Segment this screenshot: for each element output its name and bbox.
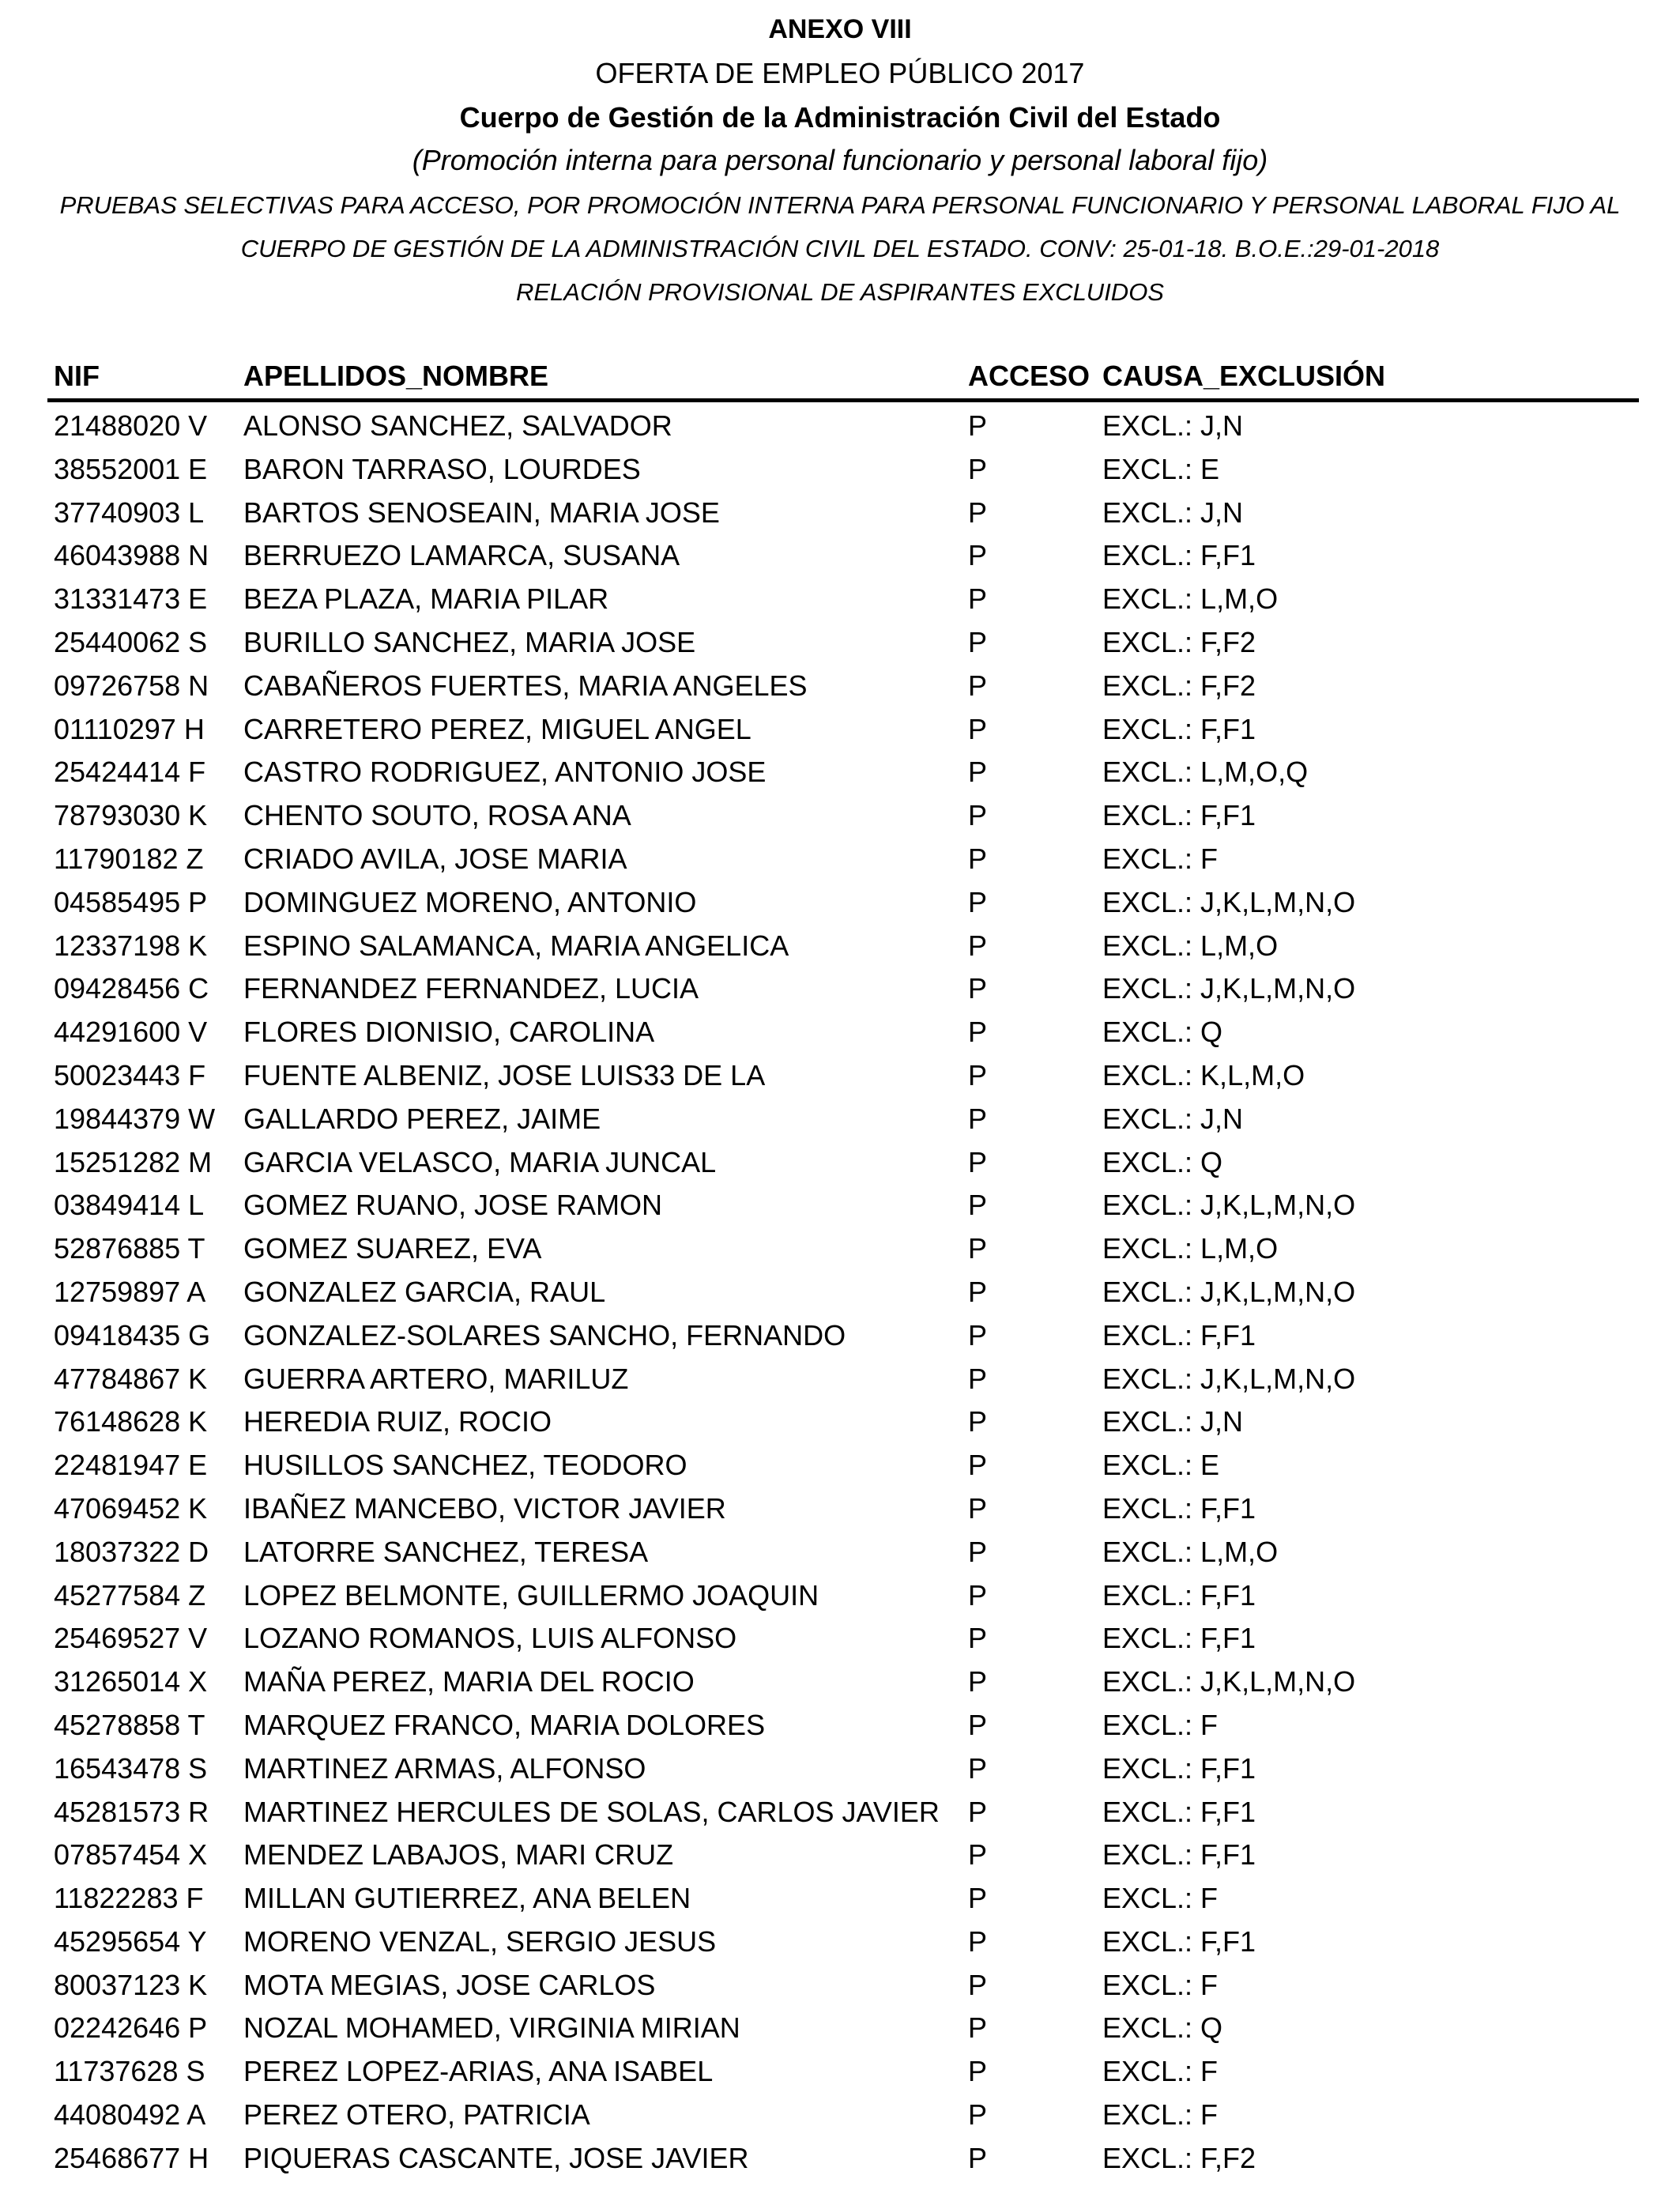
cell-exclusion-cause: EXCL.: F [1102,2055,1219,2088]
cell-access: P [968,756,988,789]
cell-name: LATORRE SANCHEZ, TERESA [243,1535,649,1568]
cell-nif: 09418435 G [54,1318,211,1351]
cell-name: GALLARDO PEREZ, JAIME [243,1102,601,1135]
cell-exclusion-cause: EXCL.: F,F1 [1102,1795,1256,1828]
cell-exclusion-cause: EXCL.: F [1102,1968,1219,2001]
cell-access: P [968,625,988,658]
cell-name: NOZAL MOHAMED, VIRGINIA MIRIAN [243,2011,740,2045]
cell-nif: 12759897 A [54,1275,206,1308]
table-row [0,1574,1680,1618]
table-row [0,665,1680,708]
cell-nif: 25440062 S [54,625,208,658]
cell-exclusion-cause: EXCL.: F,F1 [1102,1491,1256,1525]
cell-name: PEREZ OTERO, PATRICIA [243,2098,590,2132]
cell-exclusion-cause: EXCL.: F [1102,842,1219,875]
table-row [0,1400,1680,1444]
cell-access: P [968,1882,988,1915]
cell-nif: 03849414 L [54,1189,205,1222]
cell-exclusion-cause: EXCL.: J,K,L,M,N,O [1102,1362,1356,1395]
cell-name: CRIADO AVILA, JOSE MARIA [243,842,627,875]
table-row [0,1444,1680,1487]
table-row [0,1054,1680,1098]
table-row [0,1791,1680,1834]
cell-nif: 11822283 F [54,1882,204,1915]
cell-access: P [968,1449,988,1482]
cell-access: P [968,1232,988,1265]
table-row [0,925,1680,968]
cell-exclusion-cause: EXCL.: F,F2 [1102,669,1256,702]
cell-exclusion-cause: EXCL.: F,F1 [1102,799,1256,832]
cell-access: P [968,1102,988,1135]
cell-name: DOMINGUEZ MORENO, ANTONIO [243,885,697,918]
cell-exclusion-cause: EXCL.: F [1102,2098,1219,2132]
cell-nif: 11790182 Z [54,842,204,875]
cell-nif: 02242646 P [54,2011,208,2045]
header-rule [47,398,1639,402]
cell-name: PIQUERAS CASCANTE, JOSE JAVIER [243,2141,749,2174]
table-row [0,448,1680,492]
cell-nif: 45278858 T [54,1708,205,1741]
cell-nif: 04585495 P [54,885,208,918]
cell-nif: 25424414 F [54,756,206,789]
cell-nif: 47784867 K [54,1362,208,1395]
cell-access: P [968,1751,988,1785]
cell-name: HEREDIA RUIZ, ROCIO [243,1405,552,1438]
annex-title: ANEXO VIII [768,14,912,44]
cell-nif: 50023443 F [54,1058,206,1091]
offer-title: OFERTA DE EMPLEO PÚBLICO 2017 [595,57,1085,89]
table-row [0,405,1680,448]
list-title: RELACIÓN PROVISIONAL DE ASPIRANTES EXCLUIDOS [515,278,1164,306]
cell-exclusion-cause: EXCL.: J,N [1102,1405,1244,1438]
cell-access: P [968,1665,988,1698]
cell-name: GOMEZ RUANO, JOSE RAMON [243,1189,663,1222]
cell-exclusion-cause: EXCL.: L,M,O [1102,1535,1279,1568]
cell-name: BURILLO SANCHEZ, MARIA JOSE [243,625,696,658]
cell-exclusion-cause: EXCL.: L,M,O [1102,929,1279,962]
cell-access: P [968,1968,988,2001]
cell-exclusion-cause: EXCL.: F,F2 [1102,2141,1256,2174]
cell-nif: 31331473 E [54,582,208,616]
cell-name: GONZALEZ-SOLARES SANCHO, FERNANDO [243,1318,846,1351]
cell-exclusion-cause: EXCL.: L,M,O [1102,1232,1279,1265]
cell-exclusion-cause: EXCL.: E [1102,452,1220,485]
cell-name: MILLAN GUTIERREZ, ANA BELEN [243,1882,691,1915]
cell-exclusion-cause: EXCL.: J,K,L,M,N,O [1102,1275,1356,1308]
cell-exclusion-cause: EXCL.: F,F1 [1102,1622,1256,1655]
cell-name: MARTINEZ ARMAS, ALFONSO [243,1751,646,1785]
table-row [0,2007,1680,2050]
cell-access: P [968,2055,988,2088]
cell-exclusion-cause: EXCL.: J,N [1102,496,1244,529]
table-row [0,621,1680,665]
cell-access: P [968,842,988,875]
table-row [0,838,1680,881]
cell-exclusion-cause: EXCL.: F [1102,1708,1219,1741]
cell-access: P [968,1405,988,1438]
cell-exclusion-cause: EXCL.: F,F1 [1102,1318,1256,1351]
cell-access: P [968,452,988,485]
cell-nif: 25469527 V [54,1622,208,1655]
cell-name: CHENTO SOUTO, ROSA ANA [243,799,631,832]
cell-exclusion-cause: EXCL.: L,M,O,Q [1102,756,1309,789]
cell-access: P [968,496,988,529]
table-row [0,2050,1680,2094]
cell-nif: 01110297 H [54,712,205,745]
tests-description-line2: CUERPO DE GESTIÓN DE LA ADMINISTRACIÓN CIVIL DEL ESTADO. CONV: 25-01-18. B.O.E.:29-01-2018 [240,235,1440,262]
cell-access: P [968,885,988,918]
table-row [0,1487,1680,1531]
cell-nif: 38552001 E [54,452,208,485]
cell-name: FLORES DIONISIO, CAROLINA [243,1016,655,1049]
cell-nif: 16543478 S [54,1751,208,1785]
cell-name: FUENTE ALBENIZ, JOSE LUIS33 DE LA [243,1058,766,1091]
cell-name: CARRETERO PEREZ, MIGUEL ANGEL [243,712,751,745]
cell-name: LOPEZ BELMONTE, GUILLERMO JOAQUIN [243,1578,819,1612]
cell-name: BERRUEZO LAMARCA, SUSANA [243,539,680,572]
table-row [0,881,1680,925]
cell-access: P [968,799,988,832]
cell-name: MENDEZ LABAJOS, MARI CRUZ [243,1838,674,1872]
table-row [0,1358,1680,1401]
cell-exclusion-cause: EXCL.: F,F1 [1102,539,1256,572]
cell-nif: 22481947 E [54,1449,208,1482]
cell-access: P [968,1578,988,1612]
cell-access: P [968,1145,988,1178]
tests-description-line1: PRUEBAS SELECTIVAS PARA ACCESO, POR PROMOCIÓN INTERNA PARA PERSONAL FUNCIONARIO Y PERSONAL LABORAL FIJO AL [59,191,1621,219]
cell-exclusion-cause: EXCL.: J,N [1102,409,1244,442]
cell-exclusion-cause: EXCL.: J,K,L,M,N,O [1102,972,1356,1005]
table-row [0,1834,1680,1877]
cell-access: P [968,1318,988,1351]
cell-exclusion-cause: EXCL.: F,F1 [1102,1924,1256,1958]
cell-access: P [968,2098,988,2132]
cell-name: MORENO VENZAL, SERGIO JESUS [243,1924,717,1958]
table-row [0,1098,1680,1141]
cell-nif: 45281573 R [54,1795,209,1828]
cell-access: P [968,582,988,616]
cell-access: P [968,2011,988,2045]
cell-access: P [968,1795,988,1828]
cell-name: MOTA MEGIAS, JOSE CARLOS [243,1968,656,2001]
cell-nif: 18037322 D [54,1535,209,1568]
table-row [0,1271,1680,1314]
cell-access: P [968,409,988,442]
cell-exclusion-cause: EXCL.: J,K,L,M,N,O [1102,1665,1356,1698]
cell-nif: 46043988 N [54,539,209,572]
cell-nif: 09726758 N [54,669,209,702]
table-row [0,708,1680,752]
table-row [0,1747,1680,1791]
cell-nif: 25468677 H [54,2141,209,2174]
cell-access: P [968,1622,988,1655]
cell-name: MARTINEZ HERCULES DE SOLAS, CARLOS JAVIER [243,1795,940,1828]
table-row [0,794,1680,838]
cell-nif: 11737628 S [54,2055,205,2088]
table-row [0,1141,1680,1185]
cell-access: P [968,1058,988,1091]
table-row [0,2137,1680,2181]
table-body [0,405,1680,2181]
table-row [0,578,1680,621]
cell-nif: 45277584 Z [54,1578,206,1612]
table-header [0,360,1680,396]
cell-nif: 37740903 L [54,496,205,529]
table-row [0,1184,1680,1227]
cell-name: ESPINO SALAMANCA, MARIA ANGELICA [243,929,789,962]
cell-nif: 80037123 K [54,1968,208,2001]
cell-access: P [968,1275,988,1308]
cell-nif: 12337198 K [54,929,208,962]
cell-exclusion-cause: EXCL.: J,K,L,M,N,O [1102,885,1356,918]
cell-access: P [968,1838,988,1872]
cell-name: BARON TARRASO, LOURDES [243,452,641,485]
cell-exclusion-cause: EXCL.: J,N [1102,1102,1244,1135]
cell-access: P [968,1491,988,1525]
cell-name: MARQUEZ FRANCO, MARIA DOLORES [243,1708,766,1741]
cell-name: BEZA PLAZA, MARIA PILAR [243,582,609,616]
table-row [0,751,1680,794]
cell-access: P [968,1924,988,1958]
cell-name: GARCIA VELASCO, MARIA JUNCAL [243,1145,717,1178]
cell-name: HUSILLOS SANCHEZ, TEODORO [243,1449,687,1482]
cell-nif: 44291600 V [54,1016,208,1049]
cell-access: P [968,1708,988,1741]
table-row [0,1531,1680,1574]
cell-nif: 07857454 X [54,1838,208,1872]
cell-nif: 44080492 A [54,2098,206,2132]
cell-exclusion-cause: EXCL.: E [1102,1449,1220,1482]
cell-nif: 21488020 V [54,409,208,442]
cell-exclusion-cause: EXCL.: L,M,O [1102,582,1279,616]
cell-nif: 47069452 K [54,1491,208,1525]
cell-access: P [968,712,988,745]
cell-exclusion-cause: EXCL.: Q [1102,1145,1223,1178]
cell-name: LOZANO ROMANOS, LUIS ALFONSO [243,1622,737,1655]
table-row [0,534,1680,578]
cell-name: BARTOS SENOSEAIN, MARIA JOSE [243,496,720,529]
table-row [0,2094,1680,2137]
cell-access: P [968,972,988,1005]
cell-nif: 52876885 T [54,1232,205,1265]
cell-exclusion-cause: EXCL.: F,F1 [1102,1838,1256,1872]
cell-exclusion-cause: EXCL.: Q [1102,2011,1223,2045]
cell-name: IBAÑEZ MANCEBO, VICTOR JAVIER [243,1491,726,1525]
cell-name: CABAÑEROS FUERTES, MARIA ANGELES [243,669,808,702]
cell-nif: 19844379 W [54,1102,216,1135]
cell-name: GONZALEZ GARCIA, RAUL [243,1275,606,1308]
table-row [0,1921,1680,1964]
cell-exclusion-cause: EXCL.: J,K,L,M,N,O [1102,1189,1356,1222]
cell-access: P [968,539,988,572]
table-row [0,1964,1680,2007]
promotion-subtitle: (Promoción interna para personal funcionario y personal laboral fijo) [412,144,1268,176]
cell-exclusion-cause: EXCL.: F [1102,1882,1219,1915]
cell-exclusion-cause: EXCL.: Q [1102,1016,1223,1049]
cell-access: P [968,1016,988,1049]
table-row [0,1661,1680,1704]
column-header-nif: NIF [54,360,100,392]
table-row [0,1617,1680,1661]
cell-access: P [968,2141,988,2174]
cell-nif: 09428456 C [54,972,209,1005]
cell-name: GOMEZ SUAREZ, EVA [243,1232,542,1265]
cell-access: P [968,1535,988,1568]
cell-name: GUERRA ARTERO, MARILUZ [243,1362,629,1395]
corps-title: Cuerpo de Gestión de la Administración Civil del Estado [459,101,1221,134]
table-row [0,1314,1680,1358]
cell-exclusion-cause: EXCL.: F,F1 [1102,1578,1256,1612]
table-row [0,1704,1680,1747]
cell-access: P [968,669,988,702]
table-row [0,967,1680,1011]
table-row [0,492,1680,535]
cell-nif: 78793030 K [54,799,208,832]
cell-nif: 31265014 X [54,1665,208,1698]
cell-name: ALONSO SANCHEZ, SALVADOR [243,409,672,442]
table-row [0,1011,1680,1054]
cell-nif: 15251282 M [54,1145,213,1178]
cell-exclusion-cause: EXCL.: F,F2 [1102,625,1256,658]
cell-access: P [968,929,988,962]
cell-name: CASTRO RODRIGUEZ, ANTONIO JOSE [243,756,767,789]
cell-exclusion-cause: EXCL.: F,F1 [1102,712,1256,745]
cell-exclusion-cause: EXCL.: K,L,M,O [1102,1058,1305,1091]
table-row [0,1877,1680,1921]
cell-nif: 76148628 K [54,1405,208,1438]
cell-nif: 45295654 Y [54,1924,207,1958]
cell-name: FERNANDEZ FERNANDEZ, LUCIA [243,972,699,1005]
cell-name: PEREZ LOPEZ-ARIAS, ANA ISABEL [243,2055,714,2088]
column-header-name: APELLIDOS_NOMBRE [243,360,549,392]
table-row [0,1227,1680,1271]
cell-access: P [968,1362,988,1395]
column-header-exclusion-cause: CAUSA_EXCLUSIÓN [1102,360,1386,392]
cell-access: P [968,1189,988,1222]
cell-name: MAÑA PEREZ, MARIA DEL ROCIO [243,1665,695,1698]
column-header-access: ACCESO [968,360,1090,392]
cell-exclusion-cause: EXCL.: F,F1 [1102,1751,1256,1785]
